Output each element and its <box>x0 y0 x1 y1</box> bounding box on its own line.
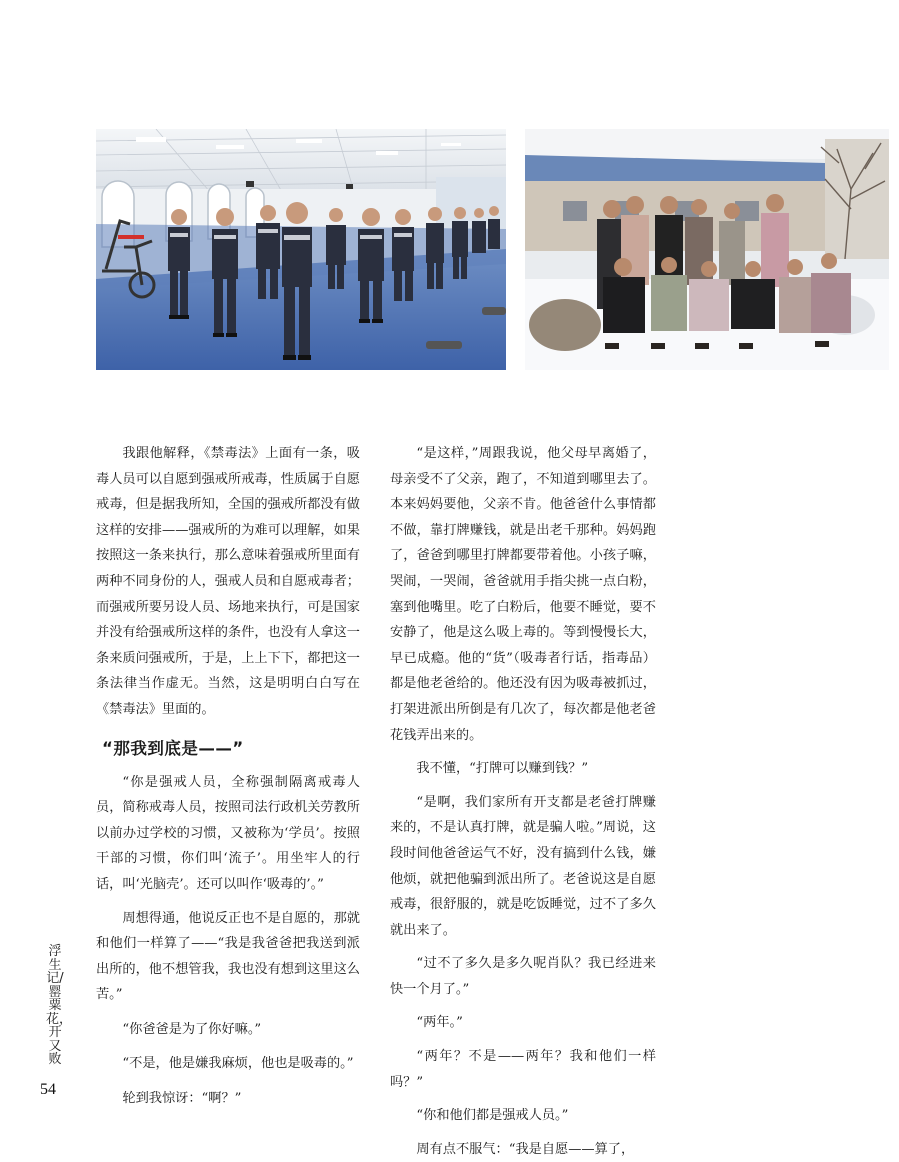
paragraph: “是这样，”周跟我说，他父母早离婚了，母亲受不了父亲，跑了，不知道到哪里去了。本来妈妈要他，父亲不肯。他爸爸什么事情都不做，靠打牌赚钱，就是出老千那种。妈妈跑了，爸爸到哪里打牌都要带着他。小孩子嘛，哭闹，一哭闹，爸爸就用手指尖挑一点白粉，塞到他嘴里。吃了白粉后，他要不睡觉，要不安静了，他是这么吸上毒的。等到慢慢长大，早已成瘾。他的“货”（吸毒者行话，指毒品）都是他老爸给的。他还没有因为吸毒被抓过，打架进派出所倒是有几次了，每次都是他老爸花钱弄出来的。 <box>390 446 656 743</box>
running-head: 浮生记/罂粟花，开又败 <box>46 944 73 1067</box>
paragraph: “你爸爸是为了你好嘛。” <box>122 1021 262 1037</box>
paragraph: “两年？不是——两年？我和他们一样吗？” <box>390 1049 656 1090</box>
paragraph: 周有点不服气：“我是自愿——算了， <box>416 1141 635 1157</box>
section-heading: “那我到底是——” <box>102 738 244 758</box>
paragraph: “是啊，我们家所有开支都是老爸打牌赚来的，不是认真打牌，就是骗人啦。”周说，这段时间他爸爸运气不好，没有搞到什么钱，嫌他烦，就把他骗到派出所了。老爸说这是自愿戒毒，很舒服的，就是吃饭睡觉，过不了多久就出来了。 <box>390 794 656 938</box>
photo-gym-exercise <box>96 129 506 370</box>
paragraph: 我跟他解释，《禁毒法》上面有一条，吸毒人员可以自愿到强戒所戒毒，性质属于自愿戒毒，但是据我所知，全国的强戒所都没有做这样的安排——强戒所的为难可以理解，如果按照这一条来执行，那么意味着强戒所里面有两种不同身份的人，强戒人员和自愿戒毒者；而强戒所要另设人员、场地来执行，可是国家并没有给强戒所这样的条件，也没有人拿这一条来质问强戒所，于是，上上下下，都把这一条法律当作虚无。当然，这是明明白白写在《禁毒法》里面的。 <box>96 446 360 717</box>
article-column-right <box>390 441 656 1162</box>
article-column-left <box>96 441 360 1112</box>
paragraph: “你是强戒人员，全称强制隔离戒毒人员，简称戒毒人员，按照司法行政机关劳教所以前办过学校的习惯，又被称为‘学员’。按照干部的习惯，你们叫‘流子’。用坐牢人的行话，叫‘光脑壳’。还可以叫作‘吸毒的’。” <box>96 774 360 892</box>
paragraph: 我不懂，“打牌可以赚到钱？” <box>416 761 589 777</box>
paragraph: “过不了多久是多久呢肖队？我已经进来快一个月了。” <box>390 956 656 997</box>
paragraph: “两年。” <box>416 1015 463 1031</box>
page-number: 54 <box>40 1081 56 1098</box>
photo-group-snow <box>525 129 889 370</box>
paragraph: “你和他们都是强戒人员。” <box>416 1108 569 1124</box>
paragraph: 周想得通，他说反正也不是自愿的，那就和他们一样算了——“我是我爸爸把我送到派出所的，他不想管我，我也没有想到这里这么苦。” <box>96 910 360 1003</box>
paragraph: 轮到我惊讶：“啊？” <box>122 1091 242 1107</box>
paragraph: “不是，他是嫌我麻烦，他也是吸毒的。” <box>122 1056 354 1072</box>
